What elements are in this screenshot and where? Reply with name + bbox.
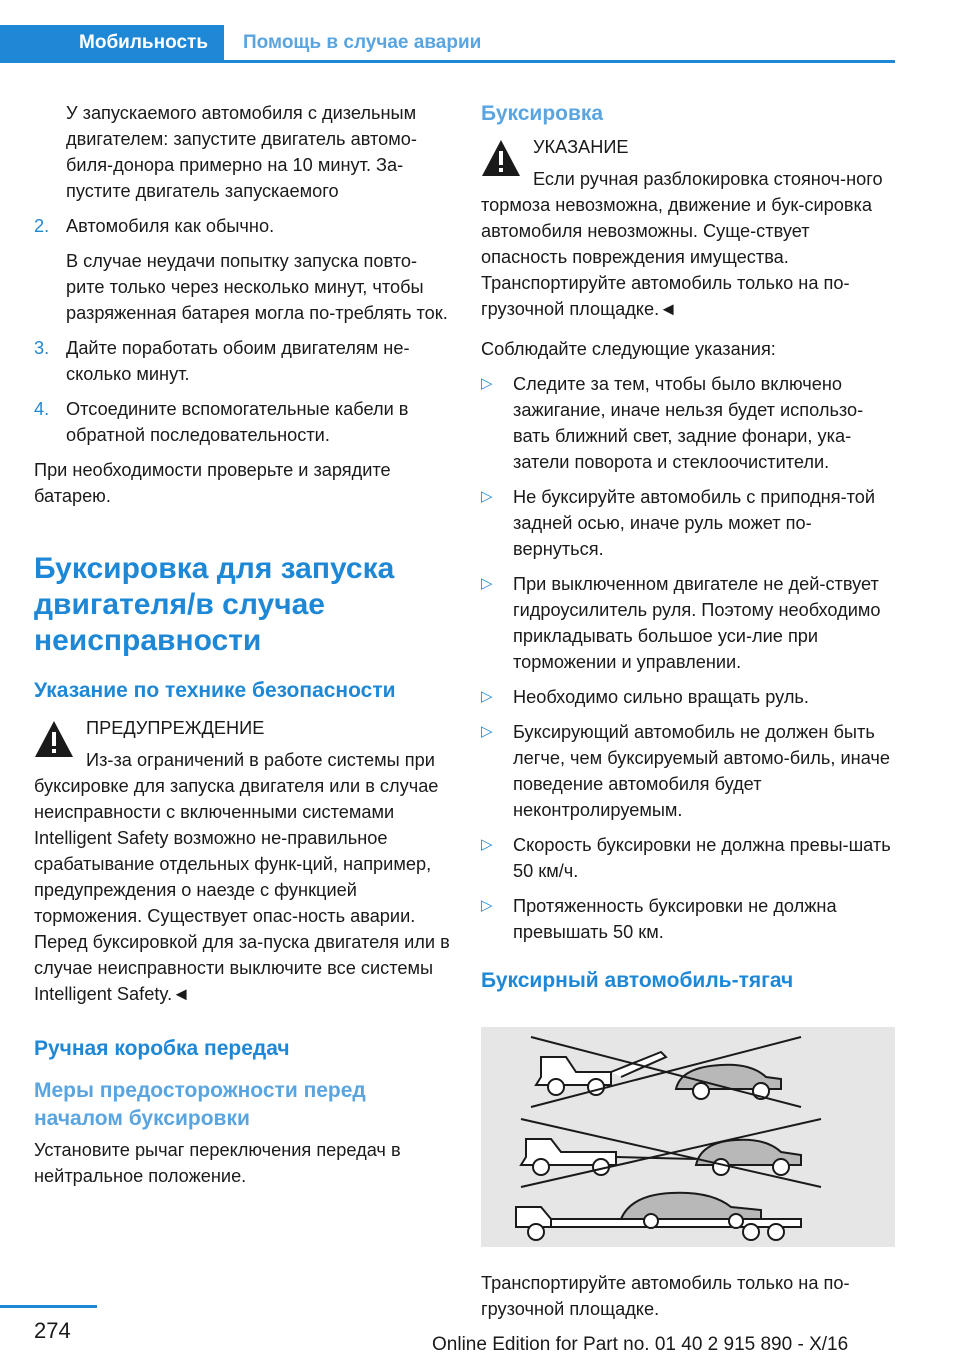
- step-text: Отсоедините вспомогательные кабели в обратной последовательности.: [66, 399, 409, 445]
- bullet-arrow-icon: ▷: [481, 488, 493, 505]
- warning-label: ПРЕДУПРЕЖДЕНИЕ: [86, 718, 265, 738]
- tab-mobility[interactable]: Мобильность: [0, 25, 224, 60]
- figure-caption: Транспортируйте автомобиль только на по-грузочной площадке.: [481, 1273, 850, 1319]
- bullet-arrow-icon: ▷: [481, 575, 493, 592]
- bullet-arrow-icon: ▷: [481, 688, 493, 705]
- step-number: 4.: [34, 399, 50, 419]
- warning-triangle-icon: [34, 719, 74, 759]
- note-text: Если ручная разблокировка стояноч-ного тормоза невозможна, движение и бук-сировка автомобиля невозможны. Суще-ствует опасность повреждения имущества. Транспортируйте автомобиль только на по-грузочной площадке.◄: [481, 169, 883, 319]
- bullet-item: [481, 684, 899, 710]
- bullet-arrow-icon: ▷: [481, 836, 493, 853]
- bullet-text: Буксирующий автомобиль не должен быть легче, чем буксируемый автомо-биль, иначе поведение автомобиля будет неконтролируемым.: [513, 722, 891, 820]
- towing-illustration: [481, 1027, 895, 1247]
- step-text: Автомобиля как обычно.: [66, 216, 275, 236]
- note-label: УКАЗАНИЕ: [533, 137, 629, 157]
- tab-accident-help[interactable]: Помощь в случае аварии: [243, 31, 482, 53]
- bullet-arrow-icon: ▷: [481, 375, 493, 392]
- intro-text: У запускаемого автомобиля с дизельным двигателем: запустите двигатель автомо-биля-донора примерно на 10 минут. За-пустите двигатель запускаемого: [66, 103, 417, 201]
- bullet-text: Необходимо сильно вращать руль.: [513, 687, 809, 707]
- bullet-text: Не буксируйте автомобиль с приподня-той задней осью, иначе руль может по-вернуться.: [513, 487, 876, 559]
- bullet-item: [481, 893, 899, 945]
- follow-instructions: Соблюдайте следующие указания:: [481, 339, 776, 359]
- step-number: 3.: [34, 338, 50, 358]
- precaution-heading: Меры предосторожности перед началом буксировки: [34, 1079, 366, 1130]
- step-item: [34, 213, 452, 326]
- bullet-item: [481, 719, 899, 823]
- bullet-item: [481, 832, 899, 884]
- bullet-item: [481, 484, 899, 562]
- precaution-text: Установите рычаг переключения передач в нейтральное положение.: [34, 1140, 401, 1186]
- footer-line: [0, 1305, 97, 1308]
- towing-heading: Буксировка: [481, 102, 604, 125]
- warning-text: Из-за ограничений в работе системы при буксировке для запуска двигателя или в случае неисправности с включенными системами Intelligent Safety возможно не-правильное срабатывание отдельных функ-ций, например, предупреждения о наезде с функцией торможения. Существует опас-ность аварии. Перед буксировкой для за-пуска двигателя или в случае неисправности выключите все системы Intelligent Safety.◄: [34, 750, 450, 1004]
- bullet-item: [481, 371, 899, 475]
- edition-text: Online Edition for Part no. 01 40 2 915 890 - X/16: [432, 1334, 849, 1355]
- left-column: [34, 100, 452, 1189]
- step-number: 2.: [34, 216, 50, 236]
- page-number: 274: [34, 1318, 71, 1343]
- check-battery-text: При необходимости проверьте и зарядите батарею.: [34, 460, 391, 506]
- bullet-arrow-icon: ▷: [481, 897, 493, 914]
- bullet-text: Следите за тем, чтобы было включено зажигание, иначе нельзя будет использо-вать ближний свет, задние фонари, ука-затели поворота и стеклоочистители.: [513, 374, 864, 472]
- bullet-text: При выключенном двигателе не дей-ствует гидроусилитель руля. Поэтому необходимо прикладывать большое уси-лие при торможении и управлении.: [513, 574, 881, 672]
- bullet-text: Скорость буксировки не должна превы-шать 50 км/ч.: [513, 835, 891, 881]
- warning-block: [34, 715, 452, 1007]
- page-header: [0, 25, 895, 63]
- manual-gearbox-heading: Ручная коробка передач: [34, 1037, 290, 1060]
- step-text: Дайте поработать обоим двигателям не-сколько минут.: [66, 338, 410, 384]
- bullet-text: Протяженность буксировки не должна превышать 50 км.: [513, 896, 837, 942]
- bullet-arrow-icon: ▷: [481, 723, 493, 740]
- right-column: [481, 100, 899, 1322]
- step-item: [34, 396, 452, 448]
- tow-vehicle-heading: Буксирный автомобиль-тягач: [481, 969, 794, 992]
- warning-triangle-icon: [481, 138, 521, 178]
- step-extra-text: В случае неудачи попытку запуска повто-рите только через несколько минут, чтобы разряженная батарея могла по-треблять ток.: [66, 251, 448, 323]
- note-block: [481, 134, 899, 322]
- step-item: [34, 335, 452, 387]
- bullet-item: [481, 571, 899, 675]
- section-title: Буксировка для запуска двигателя/в случае неисправности: [34, 552, 395, 657]
- safety-heading: Указание по технике безопасности: [34, 679, 396, 702]
